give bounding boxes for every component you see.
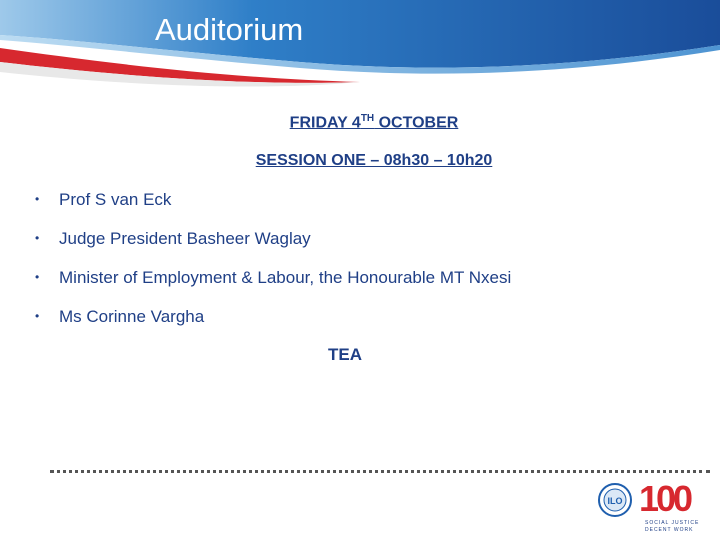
speaker-item — [35, 258, 511, 297]
speaker-name: Prof S van Eck — [59, 190, 172, 209]
speaker-item — [35, 219, 511, 258]
speaker-name: Ms Corinne Vargha — [59, 307, 205, 326]
page-title: Auditorium — [155, 12, 304, 47]
footer-logos — [595, 480, 715, 535]
bullet-icon: • — [35, 270, 40, 284]
date-heading — [0, 113, 720, 132]
bullet-icon: • — [35, 192, 40, 206]
header-swoosh-graphic — [0, 0, 720, 100]
date-suffix: TH — [360, 113, 375, 124]
date-day: FRIDAY 4 — [289, 114, 361, 132]
session-heading: SESSION ONE – 08h30 – 10h20 — [255, 152, 493, 169]
speaker-item — [35, 180, 511, 219]
speaker-name: Minister of Employment & Labour, the Honourable MT Nxesi — [59, 268, 512, 287]
bullet-icon: • — [35, 309, 40, 323]
centenary-tagline-2: DECENT WORK — [645, 527, 694, 533]
centenary-number: 100 — [639, 478, 691, 519]
tea-break-label: TEA — [328, 345, 362, 364]
centenary-tagline-1: SOCIAL JUSTICE — [645, 520, 700, 526]
speaker-list — [35, 180, 511, 336]
speaker-item — [35, 297, 511, 336]
bullet-icon: • — [35, 231, 40, 245]
header-banner — [0, 0, 720, 100]
speaker-name: Judge President Basheer Waglay — [59, 229, 311, 248]
footer-divider — [50, 470, 710, 473]
svg-text:ILO: ILO — [607, 496, 623, 506]
date-month: OCTOBER — [374, 114, 459, 132]
